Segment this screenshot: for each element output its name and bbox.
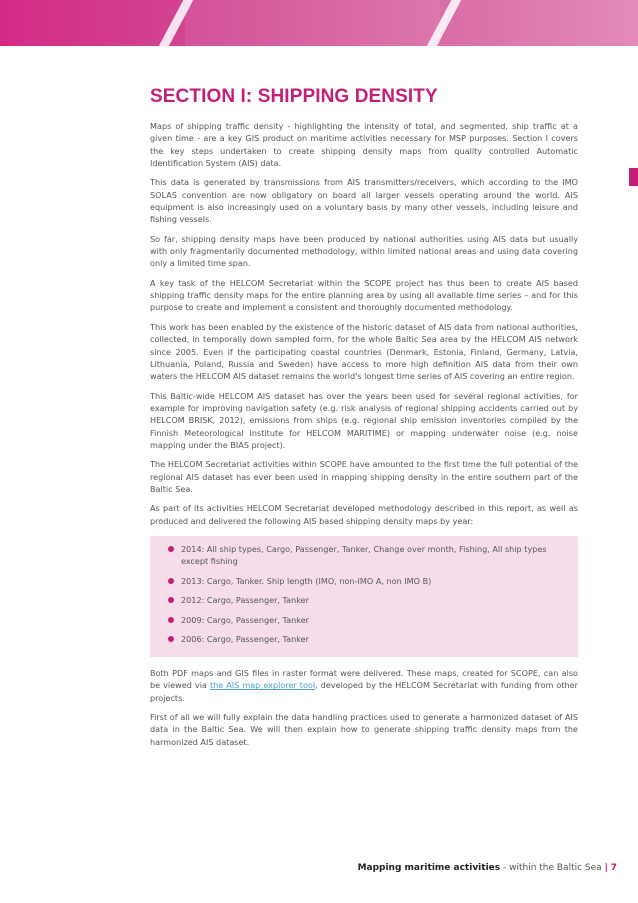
body-paragraph: So far, shipping density maps have been produced by national authorities using AIS data but usually with only fragmentarily documented methodology, within limited national areas and using data covering only a limited time span. <box>150 233 578 269</box>
bullet-dot-icon <box>168 597 174 603</box>
bullet-dot-icon <box>168 617 174 623</box>
main-content <box>150 86 578 755</box>
section-tab-marker <box>629 168 638 186</box>
footer-title: Mapping maritime activities <box>357 863 501 873</box>
body-paragraph: This work has been enabled by the existence of the historic dataset of AIS data from national authorities, collected, in temporally down sampled form, for the whole Baltic Sea area by the HELCOM AIS network since 2005. Even if the participating coastal countries (Denmark, Estonia, Finland, Germany, Latvia, Lithuania, Poland, Russia and Sweden) have access to more high definition AIS data from their own waters the HELCOM AIS dataset remains the world's longest time series of AIS covering an entire region. <box>150 321 578 382</box>
list-item <box>168 575 566 588</box>
map-list-box <box>150 536 578 657</box>
list-item-text: 2013: Cargo, Tanker. Ship length (IMO, non-IMO A, non IMO B) <box>181 575 432 586</box>
list-item <box>168 594 566 607</box>
footer-subtitle: - within the Baltic Sea <box>500 863 602 873</box>
body-paragraph: As part of its activities HELCOM Secretariat developed methodology described in this report, as well as produced and delivered the following AIS based shipping density maps by year: <box>150 503 578 526</box>
body-paragraph: This Baltic-wide HELCOM AIS dataset has over the years been used for several regional activities, for example for improving navigation safety (e.g. risk analysis of regional shipping accidents carried out by HELCOM BRISK, 2012), emissions from ships (e.g. regional ship emission inventories compiled by the Finnish Meteorological Institute for HELCOM MARITIME) or mapping underwater noise (e.g. noise mapping under the BIAS project). <box>150 390 578 450</box>
paragraph-text: , developed by the HELCOM Secretariat with funding from other projects. <box>150 680 578 703</box>
body-paragraph <box>150 667 578 704</box>
list-item-text: 2009: Cargo, Passenger, Tanker <box>181 614 309 625</box>
ais-map-explorer-link[interactable]: the AIS map explorer tool <box>209 680 316 691</box>
list-item-text: 2006: Cargo, Passenger, Tanker <box>181 634 309 645</box>
list-item <box>168 543 566 568</box>
bullet-dot-icon <box>168 636 174 642</box>
map-list <box>168 543 566 646</box>
body-paragraph: This data is generated by transmissions from AIS transmitters/receivers, which according to the IMO SOLAS convention are now obligatory on board all larger vessels operating around the world. AIS equipment is also increasingly used on a voluntary basis by many other vessels, including leisure and fishing vessels. <box>150 177 578 225</box>
list-item-text: 2012: Cargo, Passenger, Tanker <box>181 595 309 606</box>
page-number: 7 <box>610 863 617 873</box>
banner-tint <box>185 0 440 46</box>
section-title: SECTION I: SHIPPING DENSITY <box>150 86 438 107</box>
bullet-dot-icon <box>168 578 174 584</box>
body-paragraph: The HELCOM Secretariat activities within SCOPE have amounted to the first time the full potential of the regional AIS dataset has ever been used in mapping shipping density in the entire southern part of the Baltic Sea. <box>150 459 578 494</box>
page-footer <box>358 863 617 873</box>
header-banner <box>0 0 638 46</box>
paragraph-text: Both PDF maps and GIS files in raster format were delivered. These maps, created for SCOPE, can also be viewed via <box>150 667 578 691</box>
list-item <box>168 614 566 627</box>
footer-separator: | <box>604 863 608 873</box>
list-item <box>168 633 566 646</box>
bullet-dot-icon <box>168 546 174 552</box>
body-paragraph: A key task of the HELCOM Secretariat within the SCOPE project has thus been to create AIS based shipping traffic density maps for the entire planning area by using all available time series – and for this purpose to create and implement a consistent and thoroughly documented methodology. <box>150 277 578 313</box>
body-paragraph: Maps of shipping traffic density - highlighting the intensity of total, and segmented, ship traffic at a given time - are a key GIS product on maritime activities necessary for MSP purposes. Section I covers the key steps undertaken to create shipping density maps from quality controlled Automatic Identification System (AIS) data. <box>150 121 578 169</box>
list-item-text: 2014: All ship types, Cargo, Passenger, Tanker, Change over month, Fishing, All ship types except fishing <box>181 543 547 567</box>
body-paragraph: First of all we will fully explain the data handling practices used to generate a harmonized dataset of AIS data in the Baltic Sea. We will then explain how to generate shipping traffic density maps from the harmonized AIS dataset. <box>150 712 578 747</box>
